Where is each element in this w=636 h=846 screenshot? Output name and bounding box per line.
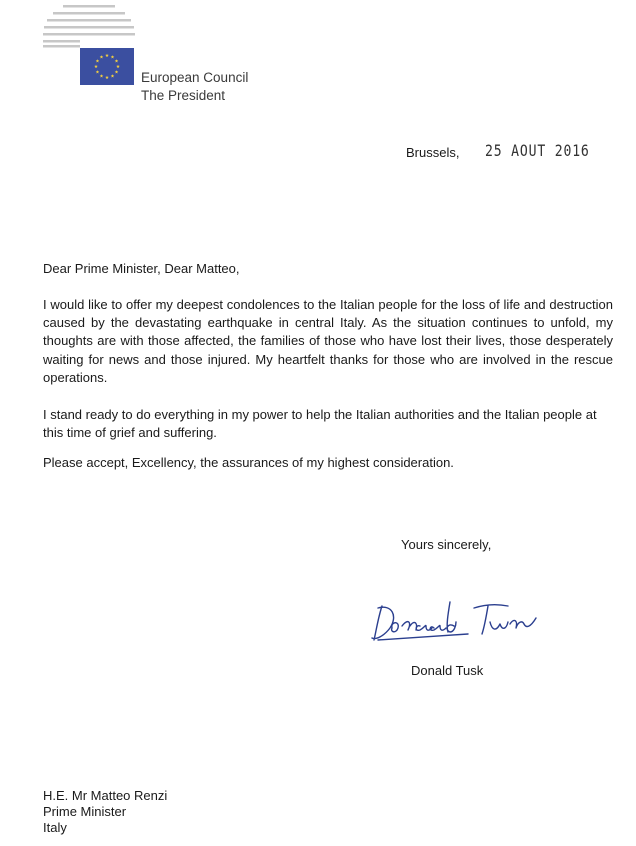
closing: Yours sincerely, (401, 537, 492, 552)
body-paragraph: Please accept, Excellency, the assurances of my highest consideration. (43, 455, 454, 470)
recipient-name: H.E. Mr Matteo Renzi (43, 788, 168, 803)
body-paragraph: I stand ready to do everything in my power to help the Italian authorities and the Italian people at this time of grief and suffering. (43, 407, 597, 441)
handwritten-signature (368, 598, 540, 648)
recipient-block (43, 788, 167, 836)
date-place: Brussels, (406, 145, 460, 160)
date-stamp: 25 AOUT 2016 (485, 141, 590, 160)
organization-name: European Council (141, 70, 249, 85)
salutation: Dear Prime Minister, Dear Matteo, (43, 261, 240, 276)
organization-block (141, 69, 248, 105)
signer-name: Donald Tusk (411, 663, 484, 678)
eu-council-logo-icon (43, 4, 135, 48)
body-paragraph: I would like to offer my deepest condolences to the Italian people for the loss of life and destruction caused by the devastating earthquake in central Italy. As the situation continues to unfold, my thoughts are with those affected, the families of those who have lost their lives, those desperately waiting for news and those injured. My heartfelt thanks for those who are involved in the rescue operations. (43, 297, 613, 385)
office-title: The President (141, 88, 226, 103)
eu-flag-icon (80, 48, 134, 85)
recipient-title: Prime Minister (43, 804, 127, 819)
recipient-country: Italy (43, 820, 67, 835)
